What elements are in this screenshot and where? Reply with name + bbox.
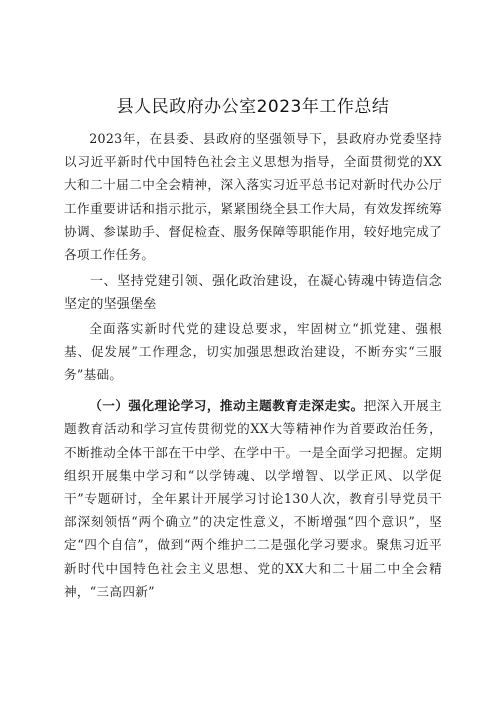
subsection-paragraph	[64, 394, 442, 603]
document-title: 县人民政府办公室2023年工作总结	[116, 97, 390, 117]
subsection-heading: （一）强化理论学习，推动主题教育走深走实。	[89, 398, 364, 414]
subsection-body: 把深入开展主题教育活动和学习宣传贯彻党的XX大等精神作为首要政治任务，不断推动全体干部在干中学、在学中干。一是全面学习把握。定期组织开展集中学习和“以学铸魂、以学增智、以学正风、以学促干”专题研讨，全年累计开展学习讨论130人次，教育引导党员干部深刻领悟“两个确立”的决定性意义，不断增强“四个意识”，坚定“四个自信”，做到“两个维护二二是强化学习要求。聚焦习近平新时代中国特色社会主义思想、党的XX大和二十届二中全会精神，“三高四新”	[64, 398, 442, 599]
section-paragraph: 全面落实新时代党的建设总要求，牢固树立“抓党建、强根基、促发展”工作理念，切实加强思想政治建设，不断夯实“三服务”基础。	[64, 320, 442, 383]
intro-paragraph: 2023年，在县委、县政府的坚强领导下，县政府办党委坚持以习近平新时代中国特色社会主义思想为指导，全面贯彻党的XX大和二十届二中全会精神，深入落实习近平总书记对新时代办公厅工作重要讲话和指示批示，紧紧围绕全县工作大局，有效发挥统筹协调、参谋助手、督促检查、服务保障等职能作用，较好地完成了各项工作任务。	[64, 131, 442, 263]
section-heading: 一、坚持党建引领、强化政治建设，在凝心铸魂中铸造信念坚定的坚强堡垒	[64, 274, 442, 313]
